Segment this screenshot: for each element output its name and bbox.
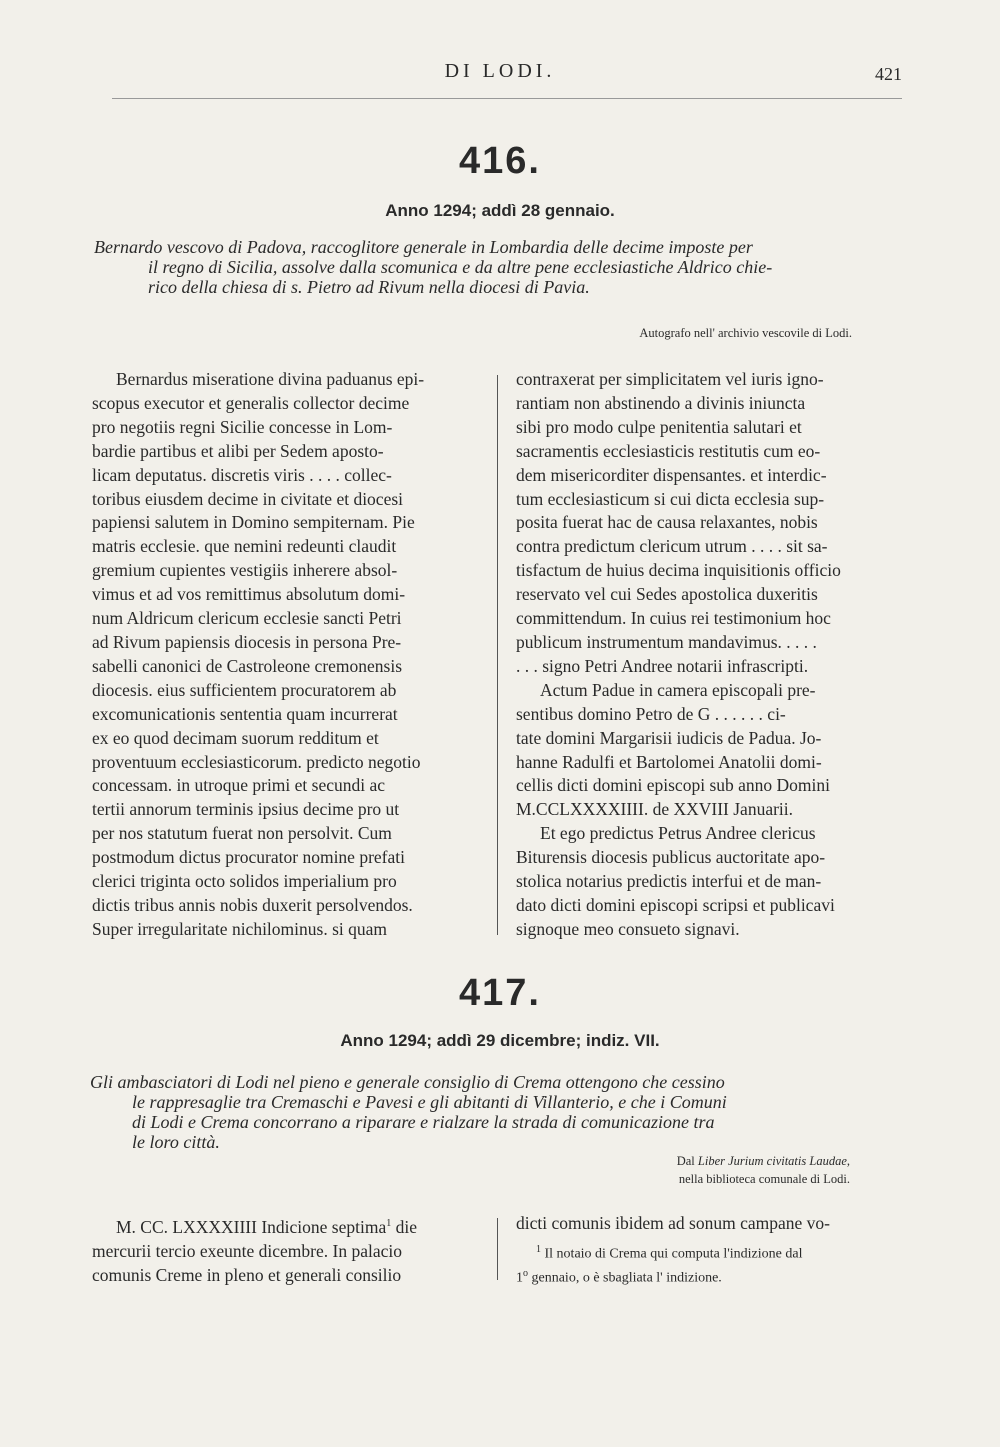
text-line: hanne Radulfi et Bartolomei Anatolii domi- (516, 751, 822, 772)
document-date-417: Anno 1294; addì 29 dicembre; indiz. VII. (340, 1031, 660, 1050)
text-line: diocesis. eius sufficientem procuratorem ab (92, 679, 397, 700)
text-span: die (391, 1216, 417, 1237)
text-line: scopus executor et generalis collector decime (92, 392, 410, 413)
text-line: ad Rivum papiensis diocesis in persona Pre- (92, 631, 402, 652)
footnote-line (516, 1240, 906, 1264)
footnote-text: gennaio, o è sbagliata l' indizione. (531, 1270, 722, 1286)
footnote-text: o (523, 1267, 528, 1279)
document-date-416: Anno 1294; addì 28 gennaio. (385, 201, 615, 220)
text-line: matris ecclesie. que nemini redeunti claudit (92, 536, 397, 557)
summary-line: il regno di Sicilia, assolve dalla scomunica e da altre pene ecclesiastiche Aldrico chie- (148, 257, 773, 277)
text-line: sibi pro modo culpe penitentia salutari et (516, 416, 802, 437)
text-line: Super irregularitate nichilominus. si quam (92, 918, 388, 939)
text-line: dictis tribus annis nobis duxerit persolvendos. (92, 894, 413, 915)
source-line: nella biblioteca comunale di Lodi. (678, 1172, 850, 1186)
text-line: pro negotiis regni Sicilie concesse in Lom- (92, 416, 393, 437)
source-note-417 (677, 1152, 850, 1188)
column-divider (497, 375, 498, 935)
text-line: comunis Creme in pleno et generali consilio (92, 1264, 402, 1285)
text-line: proventuum ecclesiasticorum. predicto negotio (92, 751, 421, 772)
text-line: excomunicationis sententia quam incurrerat (92, 703, 398, 724)
footnote (516, 1240, 906, 1287)
footnote-reference: 1 (386, 1218, 392, 1229)
source-title: Liber Jurium civitatis Laudae (697, 1154, 847, 1168)
text-line: Et ego predictus Petrus Andree clericus (540, 823, 816, 844)
left-column-416 (92, 368, 478, 942)
text-line: vimus et ad vos remittimus absolutum domi- (92, 584, 406, 605)
text-line: M.CCLXXXXIIII. de XXVIII Januarii. (516, 799, 794, 820)
summary-line: rico della chiesa di s. Pietro ad Rivum nella diocesi di Pavia. (148, 277, 590, 297)
text-line: concessam. in utroque primi et secundi ac (92, 775, 386, 796)
text-line: gremium cupientes vestigiis inherere absol- (92, 560, 398, 581)
text-line: mercurii tercio exeunte dicembre. In palacio (92, 1240, 402, 1261)
text-line: postmodum dictus procurator nomine prefati (92, 847, 405, 868)
text-line: rantiam non abstinendo a divinis iniuncta (516, 392, 806, 413)
text-line: signoque meo consueto signavi. (516, 918, 740, 939)
summary-line: le rappresaglie tra Cremaschi e Pavesi e gli abitanti di Villanterio, e che i Comuni (132, 1092, 727, 1112)
text-line: sabelli canonici de Castroleone cremonensis (92, 655, 403, 676)
summary-line: Bernardo vescovo di Padova, raccoglitore generale in Lombardia delle decime imposte per (94, 237, 753, 257)
footnote-text: 1 (516, 1270, 523, 1286)
text-line: papiensi salutem in Domino sempiternam. Pie (92, 512, 415, 533)
text-line: posita fuerat hac de causa relaxantes, nobis (516, 512, 818, 533)
source-line (677, 1152, 850, 1170)
text-line: reservato vel cui Sedes apostolica duxeritis (516, 584, 818, 605)
text-line: bardie partibus et alibi per Sedem aposto- (92, 440, 384, 461)
text-line: Biturensis diocesis publicus auctoritate apo- (516, 847, 826, 868)
summary-416 (94, 237, 914, 297)
text-line: tertii annorum terminis ipsius decime pro ut (92, 799, 400, 820)
text-line: clerici triginta octo solidos imperialium pro (92, 871, 397, 892)
document-number-417: 417. (459, 972, 541, 1014)
text-line: sacramentis ecclesiasticis restitutis cum eo- (516, 440, 821, 461)
text-line: contra predictum clericum utrum . . . . sit sa- (516, 536, 828, 557)
text-line: num Aldricum clericum ecclesie sancti Petri (92, 608, 402, 629)
text-line: licam deputatus. discretis viris . . . . collec- (92, 464, 392, 485)
source-prefix: Dal (676, 1154, 698, 1168)
text-line: tisfactum de huius decima inquisitionis officio (516, 560, 841, 581)
text-line: committendum. In cuius rei testimonium hoc (516, 608, 831, 629)
source-note-416: Autografo nell' archivio vescovile di Lodi. (639, 326, 852, 340)
footnote-text: Il notaio di Crema qui computa l'indizione dal (544, 1246, 803, 1262)
page-number: 421 (875, 64, 902, 84)
text-line: tum ecclesiasticum si cui dicta ecclesia sup- (516, 488, 825, 509)
right-column-416 (516, 368, 904, 942)
source-suffix: , (846, 1154, 850, 1168)
text-line: cellis dicti domini episcopi sub anno Domini (516, 775, 830, 796)
text-line: toribus eiusdem decime in civitate et diocesi (92, 488, 404, 509)
right-column-417 (516, 1212, 904, 1236)
text-line: dicti comunis ibidem ad sonum campane vo- (516, 1213, 830, 1233)
text-line: Actum Padue in camera episcopali pre- (540, 679, 816, 700)
text-line: dem misericorditer dispensantes. et interdic- (516, 464, 827, 485)
text-line: ex eo quod decimam suorum redditum et (92, 727, 379, 748)
text-line: publicum instrumentum mandavimus. . . . . (516, 631, 817, 652)
text-line: . . . signo Petri Andree notarii infrascripti. (516, 655, 809, 676)
text-line: Bernardus miseratione divina paduanus epi- (116, 369, 425, 389)
text-line: contraxerat per simplicitatem vel iuris igno- (516, 369, 824, 389)
text-line: dato dicti domini episcopi scripsi et publicavi (516, 894, 835, 915)
column-divider (497, 1218, 498, 1280)
running-title: DI LODI. (444, 60, 556, 82)
summary-line: di Lodi e Crema concorrano a riparare e rialzare la strada di comunicazione tra (132, 1112, 715, 1132)
text-line: stolica notarius predictis interfui et de man- (516, 871, 822, 892)
text-span: M. CC. LXXXXIIII Indicione septima (116, 1216, 387, 1237)
text-line: per nos statutum fuerat non persolvit. Cum (92, 823, 392, 844)
header-rule (112, 98, 902, 99)
footnote-line (516, 1264, 906, 1288)
text-line (92, 1212, 478, 1240)
document-number-416: 416. (459, 140, 541, 182)
left-column-417 (92, 1212, 478, 1288)
summary-line: le loro città. (132, 1132, 220, 1152)
footnote-mark: 1 (536, 1244, 541, 1255)
summary-417 (90, 1072, 910, 1152)
summary-line: Gli ambasciatori di Lodi nel pieno e generale consiglio di Crema ottengono che cessino (90, 1072, 725, 1092)
text-line: tate domini Margarisii iudicis de Padua. Jo- (516, 727, 822, 748)
text-line: sentibus domino Petro de G . . . . . . ci- (516, 703, 786, 724)
